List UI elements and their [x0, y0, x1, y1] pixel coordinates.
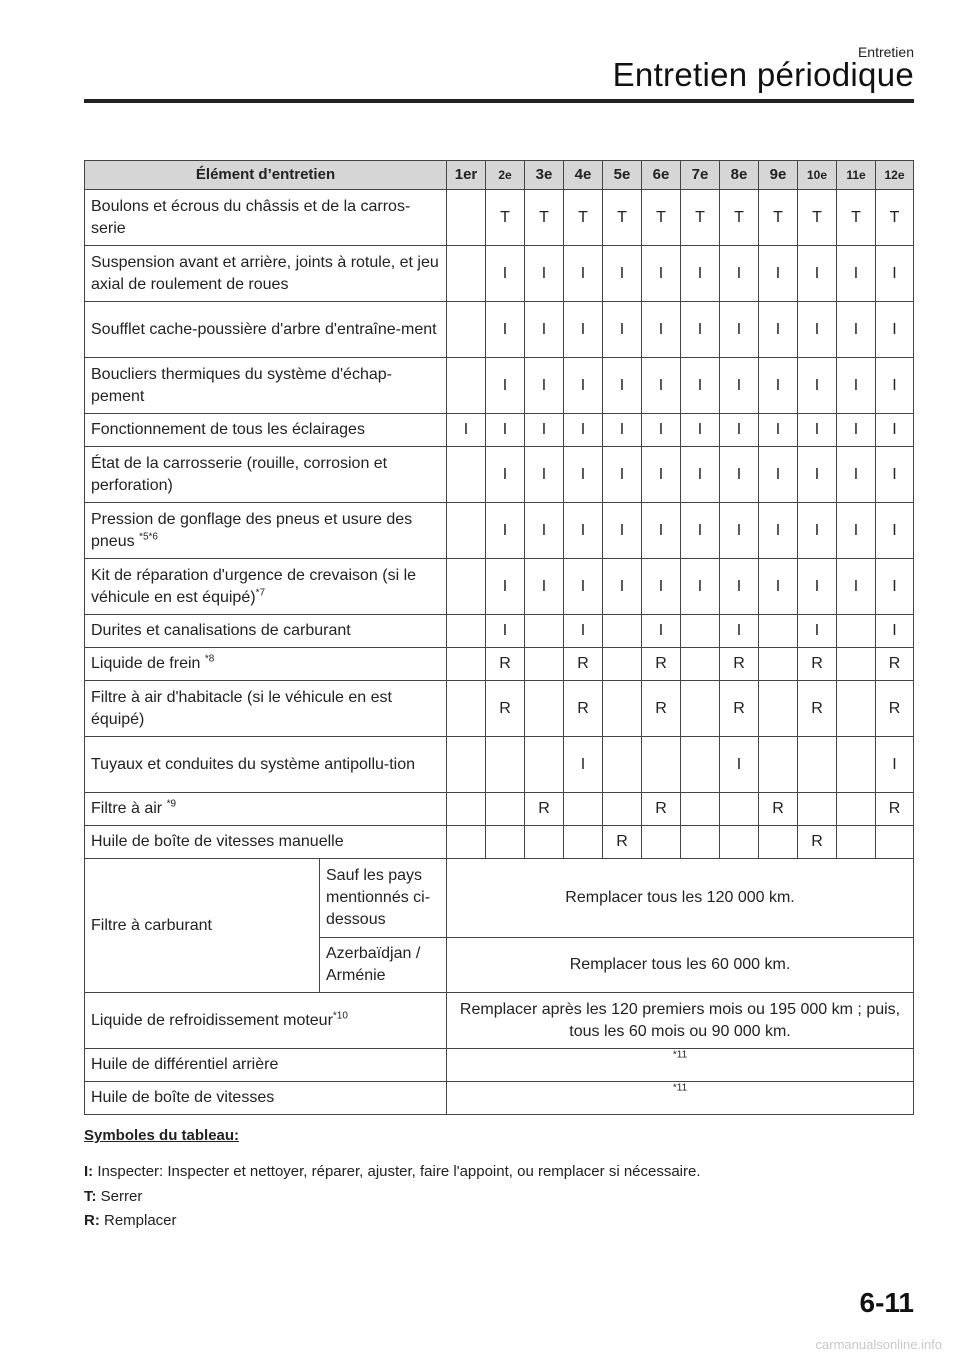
column-header: 9e — [759, 161, 798, 190]
cell-value: I — [876, 737, 914, 793]
table-row — [85, 681, 914, 737]
cell-value: R — [486, 681, 525, 737]
table-row — [85, 826, 914, 859]
cell-value — [720, 826, 759, 859]
column-header: 8e — [720, 161, 759, 190]
cell-value: R — [642, 793, 681, 826]
row-label: Liquide de refroidissement moteur$^{*10}$ — [85, 993, 447, 1049]
footnote-ref: *10 — [332, 1010, 348, 1022]
column-header: 4e — [564, 161, 603, 190]
cell-value: I — [876, 246, 914, 302]
footnote-ref: *9 — [166, 798, 177, 810]
table-row — [85, 559, 914, 615]
cell-value — [564, 826, 603, 859]
cell-value: I — [720, 559, 759, 615]
row-label: Boulons et écrous du châssis et de la carros-serie — [85, 190, 447, 246]
cell-value: I — [642, 447, 681, 503]
cell-value: I — [837, 358, 876, 414]
cell-value: I — [876, 414, 914, 447]
cell-value: I — [681, 503, 720, 559]
cell-value — [681, 681, 720, 737]
row-label: Soufflet cache-poussière d'arbre d'entraîne-ment — [85, 302, 447, 358]
column-header: 7e — [681, 161, 720, 190]
cell-value — [486, 793, 525, 826]
cell-value: I — [720, 302, 759, 358]
cell-value: I — [876, 503, 914, 559]
row-label: Tuyaux et conduites du système antipollu-tion — [85, 737, 447, 793]
merged-value — [447, 1082, 914, 1115]
cell-value — [447, 648, 486, 681]
cell-value: R — [564, 681, 603, 737]
cell-value: I — [603, 358, 642, 414]
cell-value: T — [798, 190, 837, 246]
cell-value: R — [564, 648, 603, 681]
footnote-ref: *7 — [255, 587, 266, 599]
cell-value — [564, 793, 603, 826]
cell-value: R — [876, 793, 914, 826]
cell-value — [681, 826, 720, 859]
cell-value — [798, 737, 837, 793]
cell-value: I — [798, 358, 837, 414]
cell-value: I — [720, 414, 759, 447]
table-row — [85, 648, 914, 681]
cell-value: I — [564, 503, 603, 559]
merged-value — [447, 1049, 914, 1082]
row-label: Kit de réparation d'urgence de crevaison (si le véhicule en est équipé)$^{*7}$ — [85, 559, 447, 615]
watermark: carmanualsonline.info — [815, 1337, 942, 1352]
cell-value: R — [642, 681, 681, 737]
row-sublabel: Sauf les pays mentionnés ci-dessous — [320, 859, 447, 938]
cell-value: T — [876, 190, 914, 246]
row-sublabel: Azerbaïdjan / Arménie — [320, 938, 447, 993]
table-row — [85, 503, 914, 559]
cell-value: I — [486, 559, 525, 615]
cell-value — [876, 826, 914, 859]
table-row-rear-diff — [85, 1049, 914, 1082]
cell-value: R — [798, 826, 837, 859]
cell-value — [603, 793, 642, 826]
table-row — [85, 615, 914, 648]
cell-value — [447, 737, 486, 793]
cell-value: T — [564, 190, 603, 246]
cell-value: I — [447, 414, 486, 447]
cell-value: T — [486, 190, 525, 246]
cell-value: I — [759, 246, 798, 302]
cell-value: I — [837, 246, 876, 302]
table-row — [85, 737, 914, 793]
cell-value: I — [486, 414, 525, 447]
page-number: 6-11 — [859, 1287, 914, 1318]
cell-value: I — [720, 737, 759, 793]
legend-item: T: Serrer — [84, 1188, 143, 1205]
row-label: Boucliers thermiques du système d'échap-pement — [85, 358, 447, 414]
cell-value: R — [720, 681, 759, 737]
table-row — [85, 793, 914, 826]
cell-value — [837, 648, 876, 681]
row-label: Huile de différentiel arrière — [85, 1049, 447, 1082]
cell-value — [525, 826, 564, 859]
cell-value: I — [681, 302, 720, 358]
footnote-ref: *11 — [672, 1049, 688, 1061]
cell-value: T — [720, 190, 759, 246]
cell-value: T — [525, 190, 564, 246]
cell-value — [447, 447, 486, 503]
cell-value: I — [876, 358, 914, 414]
column-header: 5e — [603, 161, 642, 190]
cell-value: I — [720, 503, 759, 559]
cell-value: I — [681, 559, 720, 615]
cell-value — [759, 648, 798, 681]
cell-value: I — [525, 302, 564, 358]
cell-value: R — [798, 648, 837, 681]
column-header: 12e — [876, 161, 914, 190]
cell-value: I — [876, 302, 914, 358]
column-header-item: Élément d’entretien — [85, 161, 447, 190]
cell-value: I — [798, 559, 837, 615]
cell-value: T — [681, 190, 720, 246]
cell-value: I — [798, 447, 837, 503]
cell-value: R — [876, 681, 914, 737]
row-label: État de la carrosserie (rouille, corrosion et perforation) — [85, 447, 447, 503]
cell-value: T — [642, 190, 681, 246]
cell-value: I — [720, 615, 759, 648]
merged-value: Remplacer tous les 60 000 km. — [447, 938, 914, 993]
cell-value: I — [486, 447, 525, 503]
cell-value: I — [642, 615, 681, 648]
table-header-row — [85, 161, 914, 190]
row-label: Pression de gonflage des pneus et usure des pneus $^{*5*6}$ — [85, 503, 447, 559]
cell-value: I — [603, 302, 642, 358]
cell-value: I — [486, 615, 525, 648]
cell-value: I — [720, 246, 759, 302]
cell-value: I — [564, 737, 603, 793]
column-header: 3e — [525, 161, 564, 190]
cell-value: I — [486, 358, 525, 414]
cell-value — [681, 793, 720, 826]
section-label: Entretien — [857, 44, 914, 60]
cell-value — [447, 503, 486, 559]
cell-value — [759, 681, 798, 737]
row-label: Durites et canalisations de carburant — [85, 615, 447, 648]
cell-value: I — [681, 414, 720, 447]
cell-value: I — [642, 503, 681, 559]
cell-value — [837, 793, 876, 826]
cell-value — [759, 615, 798, 648]
cell-value: I — [759, 447, 798, 503]
cell-value: I — [603, 503, 642, 559]
column-header: 2e — [486, 161, 525, 190]
cell-value: I — [525, 447, 564, 503]
legend-item: I: Inspecter: Inspecter et nettoyer, réparer, ajuster, faire l'appoint, ou remplacer si nécessaire. — [84, 1163, 701, 1180]
cell-value: I — [642, 302, 681, 358]
cell-value: T — [837, 190, 876, 246]
footnote-ref: *8 — [204, 653, 215, 665]
cell-value: I — [798, 503, 837, 559]
cell-value: R — [720, 648, 759, 681]
cell-value — [837, 826, 876, 859]
cell-value: R — [525, 793, 564, 826]
cell-value: I — [642, 246, 681, 302]
cell-value — [603, 737, 642, 793]
column-header: 11e — [837, 161, 876, 190]
cell-value: I — [564, 447, 603, 503]
cell-value — [681, 615, 720, 648]
footnote-ref: *11 — [672, 1082, 688, 1094]
table-row — [85, 246, 914, 302]
cell-value: I — [486, 503, 525, 559]
page-title: Entretien périodique — [612, 56, 914, 93]
cell-value — [447, 826, 486, 859]
row-label: Filtre à air d'habitacle (si le véhicule en est équipé) — [85, 681, 447, 737]
column-header: 6e — [642, 161, 681, 190]
cell-value: R — [486, 648, 525, 681]
table-row-fuel-filter-1 — [85, 859, 914, 938]
cell-value — [447, 190, 486, 246]
maintenance-table — [84, 160, 914, 1115]
footnote-ref: *5*6 — [139, 531, 158, 543]
cell-value: I — [759, 358, 798, 414]
merged-value: Remplacer tous les 120 000 km. — [447, 859, 914, 938]
cell-value — [603, 615, 642, 648]
table-row — [85, 414, 914, 447]
cell-value: I — [642, 559, 681, 615]
cell-value: I — [681, 246, 720, 302]
cell-value: I — [603, 246, 642, 302]
cell-value: I — [720, 358, 759, 414]
cell-value: I — [525, 559, 564, 615]
cell-value — [681, 737, 720, 793]
cell-value — [603, 648, 642, 681]
legend-item: R: Remplacer — [84, 1212, 177, 1229]
cell-value: R — [759, 793, 798, 826]
row-label: Liquide de frein $^{*8}$ — [85, 648, 447, 681]
cell-value: I — [564, 246, 603, 302]
cell-value: I — [798, 302, 837, 358]
cell-value: I — [720, 447, 759, 503]
cell-value — [642, 737, 681, 793]
cell-value: T — [603, 190, 642, 246]
cell-value: I — [564, 615, 603, 648]
cell-value — [525, 615, 564, 648]
cell-value — [447, 302, 486, 358]
cell-value — [720, 793, 759, 826]
row-label: Filtre à air $^{*9}$ — [85, 793, 447, 826]
legend-title: Symboles du tableau: — [84, 1127, 240, 1144]
cell-value — [447, 246, 486, 302]
cell-value — [447, 559, 486, 615]
cell-value: I — [603, 559, 642, 615]
row-label: Huile de boîte de vitesses manuelle — [85, 826, 447, 859]
cell-value — [603, 681, 642, 737]
column-header: 10e — [798, 161, 837, 190]
cell-value: I — [525, 358, 564, 414]
header-rule — [84, 99, 914, 103]
cell-value: I — [642, 358, 681, 414]
cell-value: I — [486, 302, 525, 358]
cell-value: I — [837, 302, 876, 358]
cell-value: I — [564, 302, 603, 358]
cell-value — [759, 737, 798, 793]
cell-value — [525, 681, 564, 737]
row-label: Filtre à carburant — [85, 859, 320, 993]
cell-value — [447, 358, 486, 414]
cell-value: I — [798, 246, 837, 302]
cell-value — [447, 681, 486, 737]
cell-value — [837, 681, 876, 737]
cell-value: I — [525, 414, 564, 447]
cell-value — [837, 615, 876, 648]
cell-value: I — [837, 447, 876, 503]
cell-value: R — [642, 648, 681, 681]
cell-value: I — [876, 615, 914, 648]
table-row — [85, 447, 914, 503]
cell-value — [447, 615, 486, 648]
cell-value: I — [525, 503, 564, 559]
cell-value: I — [603, 414, 642, 447]
cell-value — [759, 826, 798, 859]
table-row — [85, 190, 914, 246]
cell-value: R — [876, 648, 914, 681]
cell-value: I — [759, 414, 798, 447]
cell-value: I — [798, 414, 837, 447]
cell-value: I — [759, 503, 798, 559]
cell-value: R — [798, 681, 837, 737]
column-header: 1er — [447, 161, 486, 190]
row-label: Huile de boîte de vitesses — [85, 1082, 447, 1115]
cell-value: I — [564, 358, 603, 414]
cell-value — [447, 793, 486, 826]
cell-value: I — [798, 615, 837, 648]
cell-value — [525, 737, 564, 793]
cell-value: I — [876, 447, 914, 503]
cell-value: I — [642, 414, 681, 447]
cell-value: I — [603, 447, 642, 503]
cell-value: I — [486, 246, 525, 302]
cell-value: I — [837, 503, 876, 559]
merged-value: Remplacer après les 120 premiers mois ou 195 000 km ; puis, tous les 60 mois ou 90 000 km. — [447, 993, 914, 1049]
cell-value — [798, 793, 837, 826]
cell-value: I — [876, 559, 914, 615]
cell-value — [681, 648, 720, 681]
cell-value — [486, 826, 525, 859]
table-row — [85, 302, 914, 358]
row-label: Suspension avant et arrière, joints à rotule, et jeu axial de roulement de roues — [85, 246, 447, 302]
cell-value: I — [681, 358, 720, 414]
table-row-gearbox — [85, 1082, 914, 1115]
cell-value: I — [525, 246, 564, 302]
cell-value: I — [564, 414, 603, 447]
cell-value: I — [759, 302, 798, 358]
table-row-coolant — [85, 993, 914, 1049]
cell-value: I — [837, 414, 876, 447]
cell-value: I — [564, 559, 603, 615]
cell-value: I — [837, 559, 876, 615]
cell-value: I — [759, 559, 798, 615]
cell-value — [837, 737, 876, 793]
cell-value: R — [603, 826, 642, 859]
table-row — [85, 358, 914, 414]
cell-value: T — [759, 190, 798, 246]
cell-value — [525, 648, 564, 681]
row-label: Fonctionnement de tous les éclairages — [85, 414, 447, 447]
cell-value — [486, 737, 525, 793]
cell-value: I — [681, 447, 720, 503]
cell-value — [642, 826, 681, 859]
